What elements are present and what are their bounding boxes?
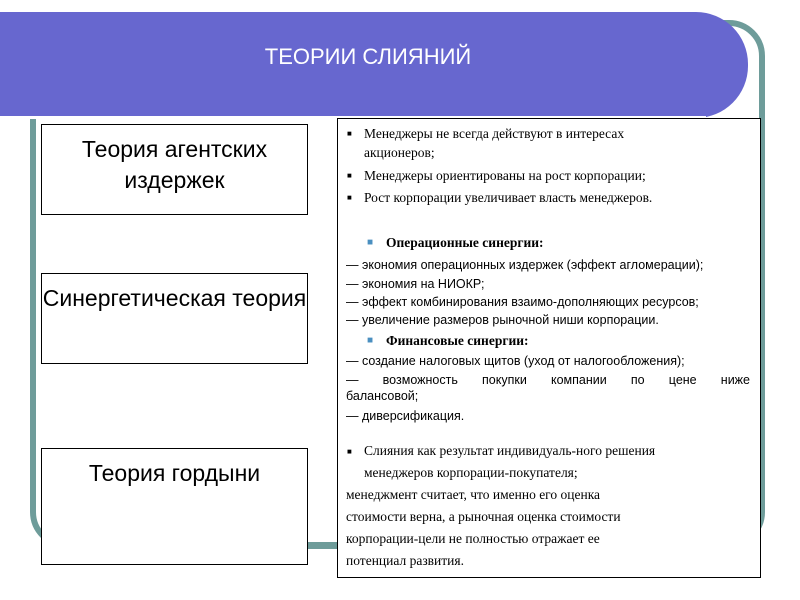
- hubris-line-5: корпорации-цели не полностью отражает ее: [346, 531, 600, 546]
- content-panel: [337, 118, 761, 578]
- operational-item-3: — эффект комбинирования взаимо-дополняющих ресурсов;: [346, 295, 699, 309]
- agency-point-1: Менеджеры не всегда действуют в интересах: [364, 126, 625, 141]
- operational-item-2: — экономия на НИОКР;: [346, 277, 485, 291]
- operational-heading: Операционные синергии:: [386, 235, 544, 250]
- bullet-icon: ■: [347, 447, 352, 456]
- sub-bullet-icon: ■: [367, 237, 374, 248]
- synergy-theory-box: Синергетическая теория: [41, 273, 308, 364]
- page-title: ТЕОРИИ СЛИЯНИЙ: [264, 44, 472, 69]
- financial-item-3: — диверсификация.: [346, 409, 465, 423]
- hubris-line-4: стоимости верна, а рыночная оценка стоимости: [346, 509, 621, 524]
- bullet-icon: ■: [347, 171, 352, 180]
- agency-point-1-cont: акционеров;: [364, 145, 435, 160]
- hubris-line-2: менеджеров корпорации-покупателя;: [364, 465, 578, 480]
- bullet-icon: ■: [347, 129, 352, 138]
- bullet-icon: ■: [347, 193, 352, 202]
- hubris-line-1: Слияния как результат индивидуаль-ного решения: [364, 443, 656, 458]
- financial-item-2: — возможность покупки компании по цене ниже: [346, 373, 750, 387]
- agency-point-3: Рост корпорации увеличивает власть менеджеров.: [364, 190, 653, 205]
- financial-item-2-cont: балансовой;: [346, 389, 419, 403]
- hubris-line-3: менеджмент считает, что именно его оценка: [346, 487, 601, 502]
- agency-theory-box: Теория агентских издержек: [41, 124, 308, 215]
- agency-point-2: Менеджеры ориентированы на рост корпорации;: [364, 168, 646, 183]
- financial-item-1: — создание налоговых щитов (уход от налогообложения);: [346, 354, 685, 368]
- sub-bullet-icon: ■: [367, 335, 374, 346]
- hubris-theory-box: Теория гордыни: [41, 448, 308, 565]
- operational-item-1: — экономия операционных издержек (эффект агломерации);: [346, 258, 704, 272]
- financial-heading: Финансовые синергии:: [386, 333, 529, 348]
- frame-connector: [308, 543, 338, 549]
- operational-item-4: — увеличение размеров рыночной ниши корпорации.: [346, 313, 659, 327]
- hubris-line-6: потенциал развития.: [346, 553, 464, 568]
